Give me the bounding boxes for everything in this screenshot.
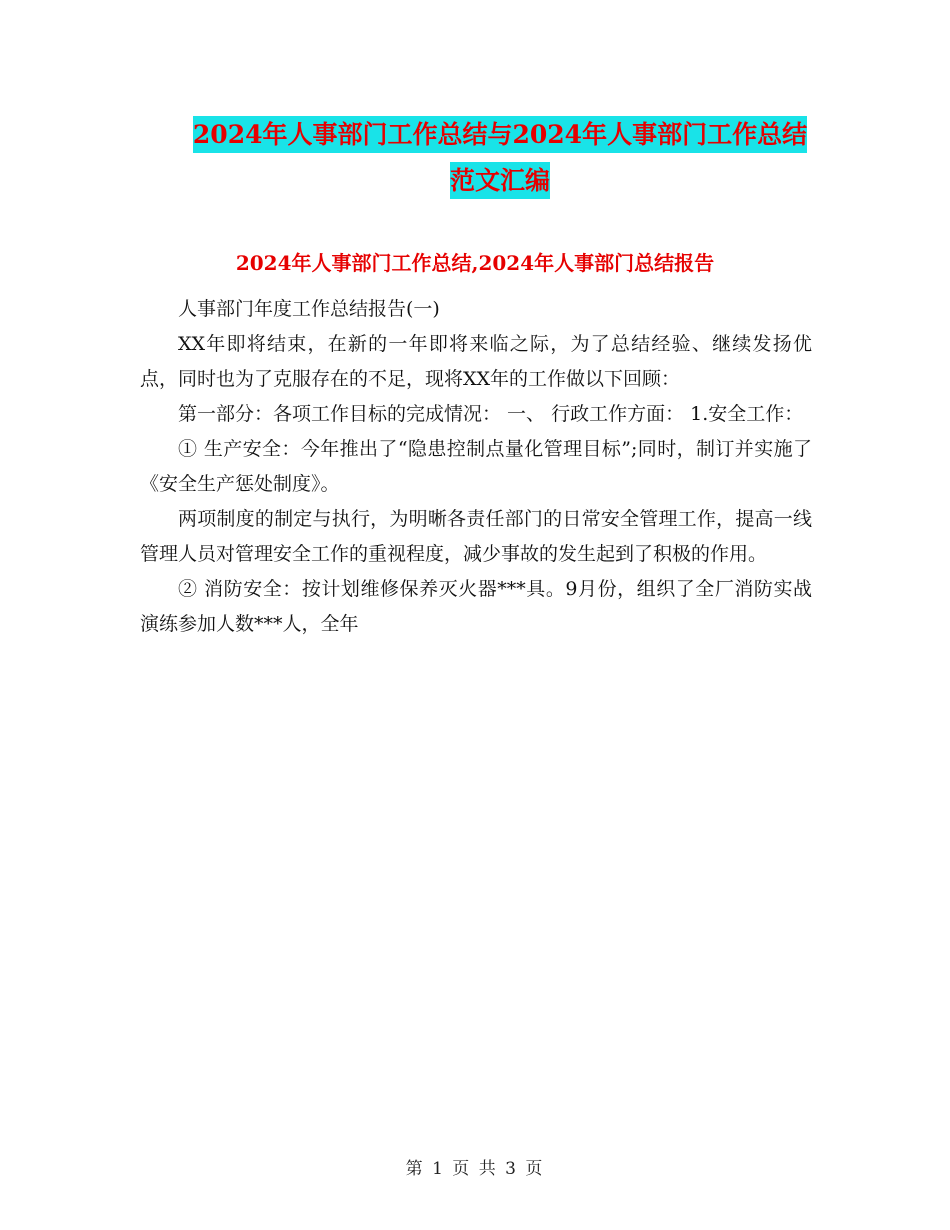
document-body — [140, 292, 812, 642]
paragraph: ② 消防安全：按计划维修保养灭火器***具。9月份，组织了全厂消防实战演练参加人数***人，全年 — [140, 578, 812, 635]
paragraph: 两项制度的制定与执行，为明晰各责任部门的日常安全管理工作，提高一线管理人员对管理安全工作的重视程度，减少事故的发生起到了积极的作用。 — [140, 508, 812, 565]
page-footer: 第 1 页 共 3 页 — [405, 1159, 545, 1179]
title-line-1: 2024年人事部门工作总结与2024年人事部门工作总结 — [193, 116, 807, 153]
paragraph: XX年即将结束，在新的一年即将来临之际，为了总结经验、继续发扬优点，同时也为了克服存在的不足，现将XX年的工作做以下回顾： — [140, 333, 812, 390]
title-line-2: 范文汇编 — [450, 162, 550, 199]
document-subtitle: 2024年人事部门工作总结,2024年人事部门总结报告 — [235, 251, 715, 275]
document-title — [140, 112, 860, 204]
paragraph: 人事部门年度工作总结报告(一) — [178, 298, 440, 320]
paragraph: ① 生产安全：今年推出了“隐患控制点量化管理目标”;同时，制订并实施了《安全生产惩处制度》。 — [140, 438, 812, 495]
paragraph: 第一部分：各项工作目标的完成情况： 一、 行政工作方面： 1.安全工作： — [178, 403, 804, 425]
